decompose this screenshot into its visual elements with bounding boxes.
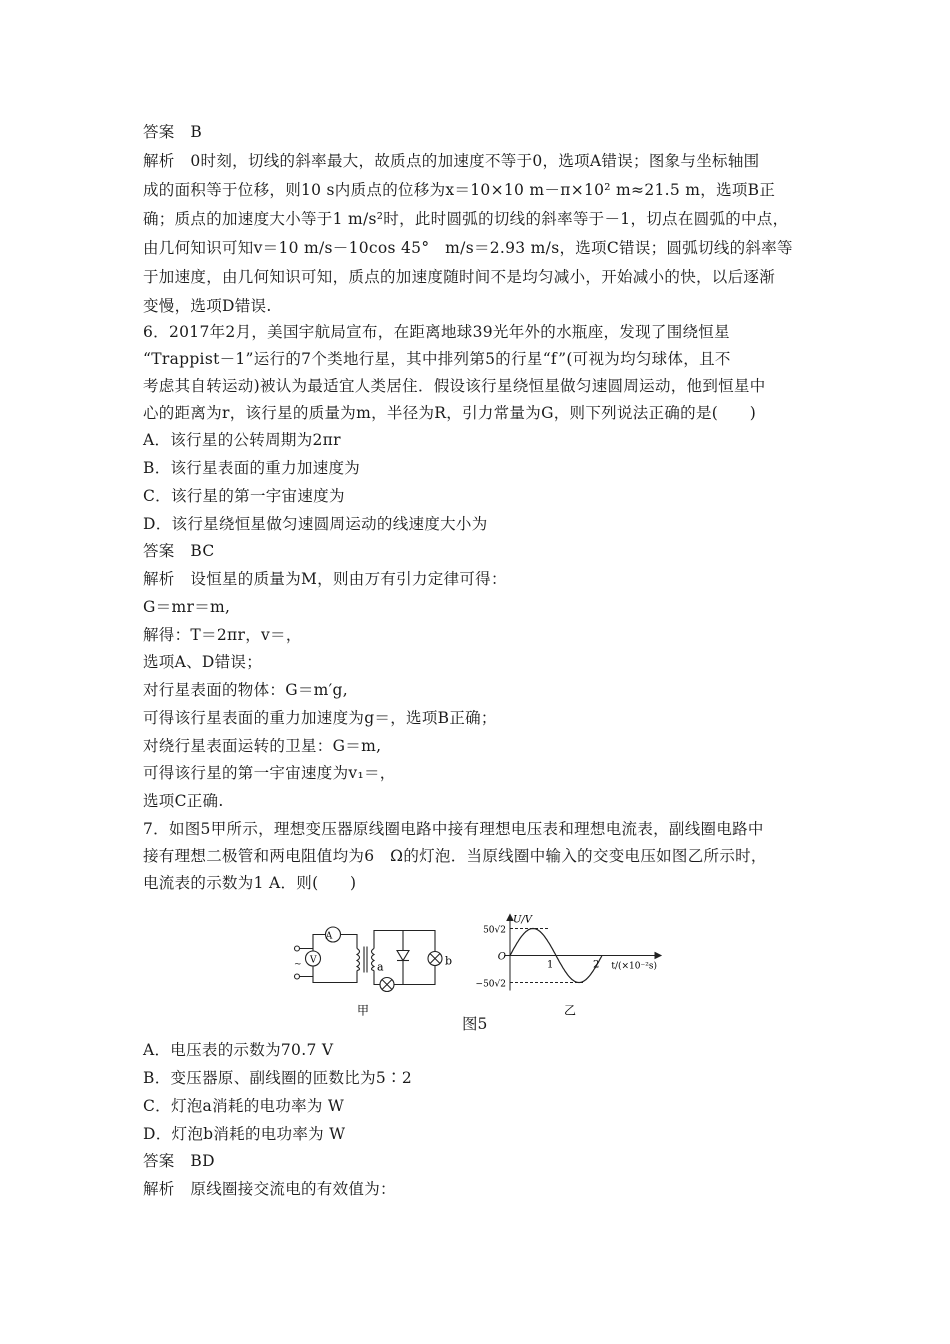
text-line: 变慢，选项D错误. xyxy=(143,297,272,315)
text-line: 解析 原线圈接交流电的有效值为： xyxy=(143,1180,396,1198)
text-line: 确；质点的加速度大小等于1 m/s²时，此时圆弧的切线的斜率等于－1，切点在圆弧的中点， xyxy=(143,210,789,228)
ammeter-label: A xyxy=(325,931,333,942)
question-7-line: 接有理想二极管和两电阻值均为6 Ω的灯泡．当原线圈中输入的交变电压如图乙所示时， xyxy=(143,847,767,865)
option-a: A．该行星的公转周期为2πr xyxy=(143,431,341,449)
text-line: 由几何知识可知v＝10 m/s－10cos 45° m/s＝2.93 m/s，选项C错误；圆弧切线的斜率等 xyxy=(143,239,793,257)
x-tick-1: 1 xyxy=(547,959,554,971)
answer-line: 答案 BD xyxy=(143,1152,215,1170)
question-6-line: “Trappist－1”运行的7个类地行星，其中排列第5的行星“f”(可视为均匀球体，且不 xyxy=(143,350,731,368)
question-7-line: 7．如图5甲所示，理想变压器原线圈电路中接有理想电压表和理想电流表，副线圈电路中 xyxy=(143,820,764,838)
bulb-b-label: b xyxy=(445,954,453,968)
x-tick-2: 2 xyxy=(593,959,600,971)
text-line: 对绕行星表面运转的卫星：G＝m, xyxy=(143,737,382,755)
text-line: 对行星表面的物体：G＝m′g, xyxy=(143,681,348,699)
x-axis-label: t/(×10⁻²s) xyxy=(611,961,657,972)
option-b: B．该行星表面的重力加速度为 xyxy=(143,459,361,477)
x-axis-arrow-icon xyxy=(655,953,661,959)
option-d: D．该行星绕恒星做匀速圆周运动的线速度大小为 xyxy=(143,515,488,533)
option-a: A．电压表的示数为70.7 V xyxy=(143,1041,334,1059)
graph-axes xyxy=(505,915,661,991)
y-axis-label: U/V xyxy=(513,914,533,926)
bulb-a-label: a xyxy=(377,960,384,974)
text-line: 可得该行星的第一宇宙速度为v₁＝， xyxy=(143,764,396,782)
circuit-label: 甲 xyxy=(356,1003,370,1018)
text-line: 解得：T＝2πr，v＝， xyxy=(143,626,302,644)
text-line: 解析 0时刻，切线的斜率最大，故质点的加速度不等于0，选项A错误；图象与坐标轴围 xyxy=(143,152,760,170)
option-d: D．灯泡b消耗的电功率为 W xyxy=(143,1125,346,1143)
figure-caption: 图5 xyxy=(462,1015,488,1033)
text-line: 解析 设恒星的质量为M，则由万有引力定律可得： xyxy=(143,570,507,588)
text-line: 于加速度，由几何知识可知，质点的加速度随时间不是均匀减小，开始减小的快，以后逐渐 xyxy=(143,268,776,286)
question-7-line: 电流表的示数为1 A．则( ) xyxy=(143,874,357,892)
text-line: 选项C正确. xyxy=(143,792,224,810)
question-6-line: 6．2017年2月，美国宇航局宣布，在距离地球39光年外的水瓶座，发现了围绕恒星 xyxy=(143,323,730,341)
question-6-line: 考虑其自转运动)被认为最适宜人类居住．假设该行星绕恒星做匀速圆周运动，他到恒星中 xyxy=(143,377,766,395)
diode-icon xyxy=(397,951,409,961)
svg-text:~: ~ xyxy=(294,959,302,970)
question-6-line: 心的距离为r，该行星的质量为m，半径为R，引力常量为G，则下列说法正确的是( ) xyxy=(143,404,757,422)
text-line: 选项A、D错误； xyxy=(143,653,263,671)
y-max-label: 50√2 xyxy=(483,925,506,936)
text-line: 可得该行星表面的重力加速度为g＝，选项B正确； xyxy=(143,709,497,727)
answer-line: 答案 BC xyxy=(143,542,215,560)
option-b: B．变压器原、副线圈的匝数比为5∶2 xyxy=(143,1069,413,1087)
voltmeter-label: V xyxy=(310,955,317,966)
option-c: C．灯泡a消耗的电功率为 W xyxy=(143,1097,345,1115)
answer-line: 答案 B xyxy=(143,123,203,141)
text-line: 成的面积等于位移，则10 s内质点的位移为x＝10×10 m－π×10² m≈21.5 m，选项B正 xyxy=(143,181,776,199)
y-min-label: −50√2 xyxy=(475,979,506,990)
graph-label: 乙 xyxy=(563,1003,577,1018)
text-line: G＝mr＝m, xyxy=(143,598,231,616)
option-c: C．该行星的第一宇宙速度为 xyxy=(143,487,345,505)
origin-label: O xyxy=(497,951,506,963)
